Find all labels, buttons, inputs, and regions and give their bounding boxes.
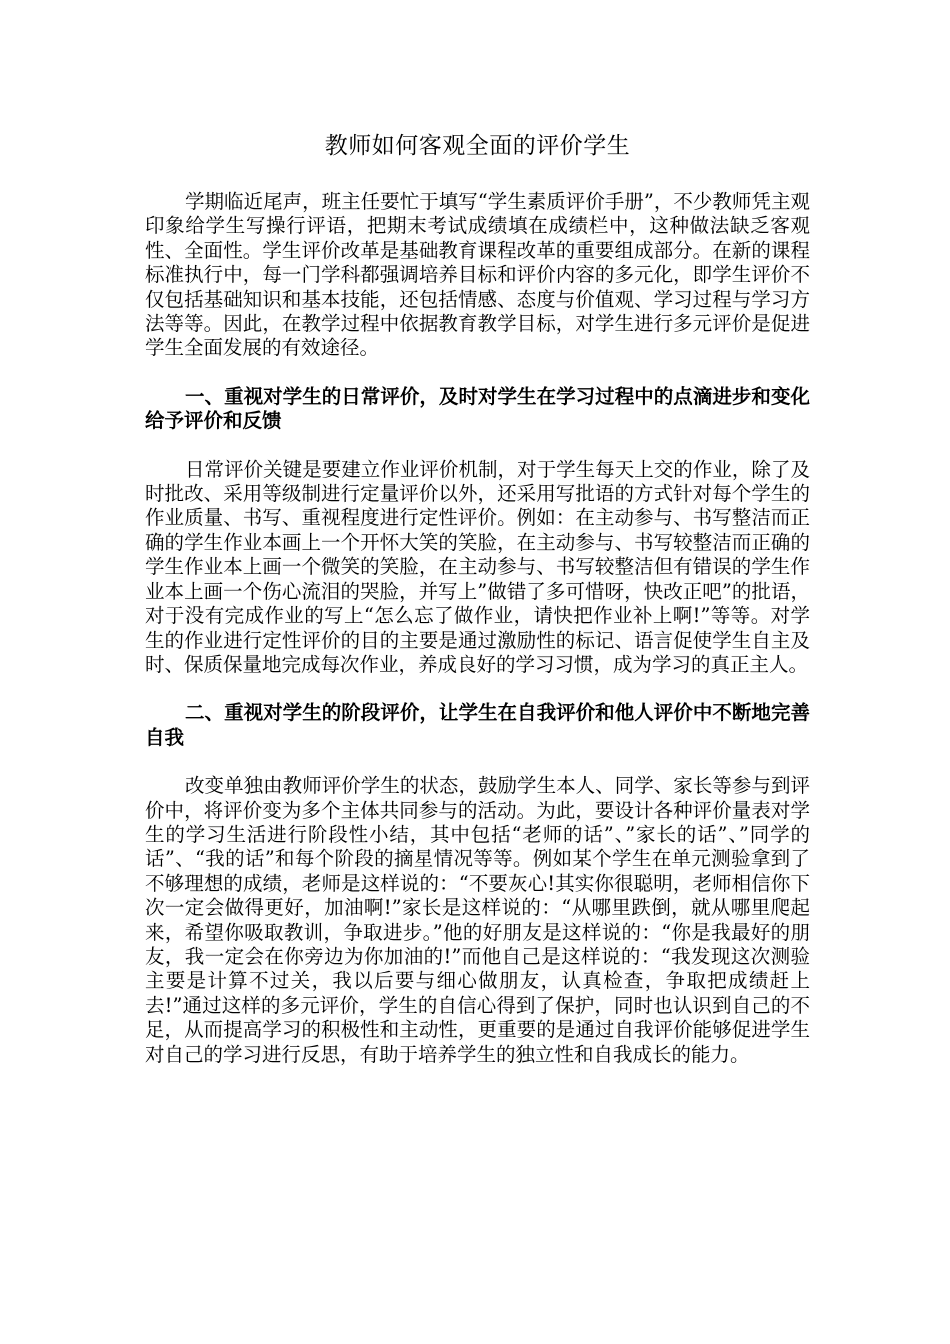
section-heading-1: 一、重视对学生的日常评价，及时对学生在学习过程中的点滴进步和变化给予评价和反馈 [145,384,810,433]
document-page [145,130,810,1091]
section-body-1: 日常评价关键是要建立作业评价机制，对于学生每天上交的作业，除了及时批改、采用等级制进行定量评价以外，还采用写批语的方式针对每个学生的作业质量、书写、重视程度进行定性评价。例如：在主动参与、书写整洁而正确的学生作业本画上一个开怀大笑的笑脸，在主动参与、书写较整洁而正确的学生作业本上画一个微笑的笑脸，在主动参与、书写较整洁但有错误的学生作业本上画一个伤心流泪的哭脸，并写上”做错了多可惜呀，快改正吧”的批语，对于没有完成作业的写上“怎么忘了做作业，请快把作业补上啊!”等等。对学生的作业进行定性评价的目的主要是通过激励性的标记、语言促使学生自主及时、保质保量地完成每次作业，养成良好的学习习惯，成为学习的真正主人。 [145,457,810,676]
section-body-2: 改变单独由教师评价学生的状态，鼓励学生本人、同学、家长等参与到评价中，将评价变为多个主体共同参与的活动。为此，要设计各种评价量表对学生的学习生活进行阶段性小结，其中包括“老师的话”、”家长的话”、”同学的话”、“我的话”和每个阶段的摘星情况等等。例如某个学生在单元测验拿到了不够理想的成绩，老师是这样说的：“不要灰心!其实你很聪明，老师相信你下次一定会做得更好，加油啊!”家长是这样说的：“从哪里跌倒，就从哪里爬起来，希望你吸取教训，争取进步。”他的好朋友是这样说的：“你是我最好的朋友，我一定会在你旁边为你加油的!”而他自己是这样说的：“我发现这次测验主要是计算不过关，我以后要与细心做朋友，认真检查，争取把成绩赶上去!”通过这样的多元评价，学生的自信心得到了保护，同时也认识到自己的不足，从而提高学习的积极性和主动性，更重要的是通过自我评价能够促进学生对自己的学习进行反思，有助于培养学生的独立性和自我成长的能力。 [145,774,810,1066]
section-heading-2: 二、重视对学生的阶段评价，让学生在自我评价和他人评价中不断地完善自我 [145,701,810,749]
document-title: 教师如何客观全面的评价学生 [324,133,631,159]
intro-paragraph: 学期临近尾声，班主任要忙于填写“学生素质评价手册”，不少教师凭主观印象给学生写操行评语，把期末考试成绩填在成绩栏中，这种做法缺乏客观性、全面性。学生评价改革是基础教育课程改革的重要组成部分。在新的课程标准执行中，每一门学科都强调培养目标和评价内容的多元化，即学生评价不仅包括基础知识和基本技能，还包括情感、态度与价值观、学习过程与学习方法等等。因此，在教学过程中依据教育教学目标，对学生进行多元评价是促进学生全面发展的有效途径。 [145,190,810,360]
